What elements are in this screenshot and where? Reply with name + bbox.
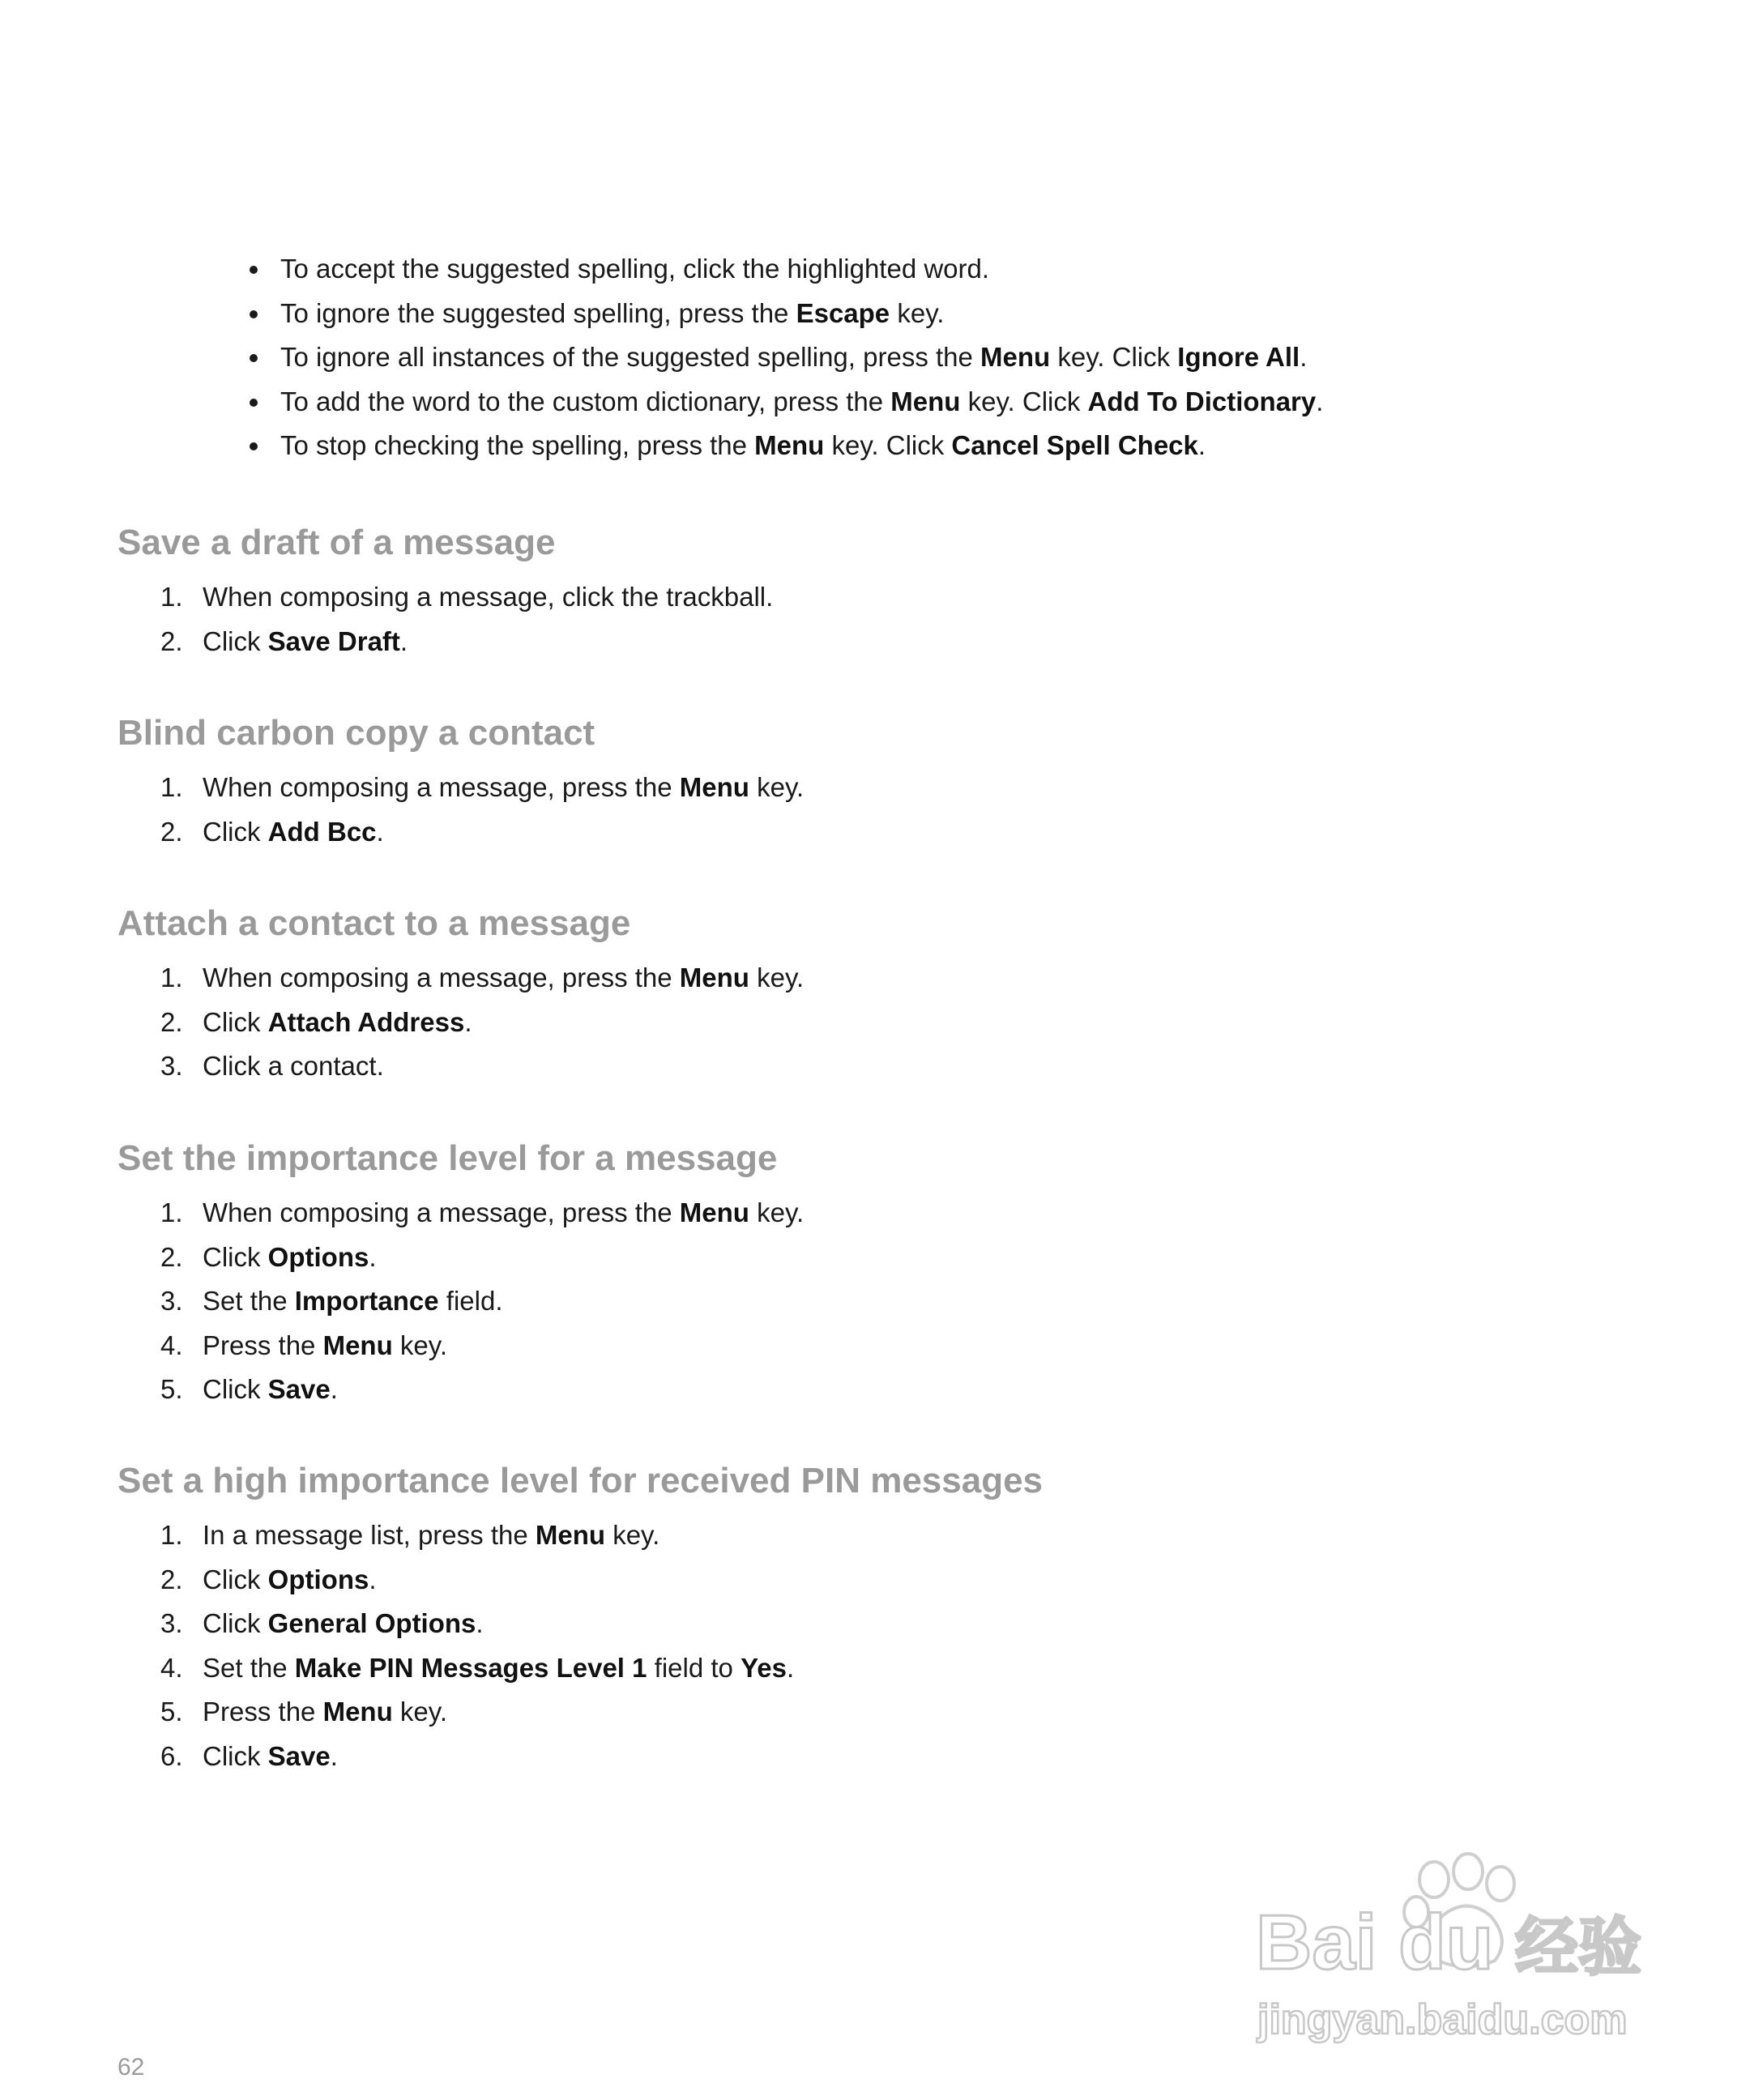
step-number: 4. [160,1330,183,1360]
text-run: When composing a message, press the [203,962,680,992]
section-heading: Set the importance level for a message [117,1138,778,1178]
bullet-dot [250,399,258,407]
section-heading: Blind carbon copy a contact [117,713,595,753]
text-run: key. Click [824,430,952,460]
text-run: key. [749,962,805,992]
watermark-brand-cn: 经验 [1515,1911,1642,1984]
ui-term: Menu [754,430,825,460]
ui-term: Options [267,1564,369,1594]
watermark-url: jingyan.baidu.com [1257,1996,1628,2043]
text-run: key. Click [960,386,1088,416]
section-heading: Attach a contact to a message [117,903,631,943]
step-item [117,1236,804,1280]
step-item [117,766,804,810]
text-run: Click [203,816,268,847]
text-run: key. [392,1330,447,1360]
section-heading: Save a draft of a message [117,523,556,562]
text-run: Click [203,1608,268,1638]
text-run: Click a contact. [203,1051,384,1081]
text-run: . [1316,386,1324,416]
page-number: 62 [117,2054,145,2081]
ui-term: Save [267,1374,331,1404]
text-run: Click [203,1740,268,1771]
steps-list [117,1191,804,1412]
ui-term: Importance [294,1286,439,1316]
step-number: 3. [160,1286,183,1316]
ui-term: Menu [322,1330,393,1360]
step-number: 2. [160,1006,183,1037]
step-item [117,1191,804,1236]
ui-term: Save [267,1740,331,1771]
text-run: Press the [203,1697,323,1727]
text-run: Click [203,625,268,656]
ui-term: Add Bcc [267,816,377,847]
step-number: 6. [160,1740,183,1771]
bullet-dot [250,354,258,362]
text-run: To ignore all instances of the suggested spelling, press the [280,342,981,372]
step-item [117,1044,804,1089]
text-run: Click [203,1374,268,1404]
step-item [117,956,804,1001]
step-item [117,620,773,664]
spell-check-options-list [243,247,1323,468]
text-run: . [476,1608,484,1638]
text-run: key. [605,1520,660,1550]
step-item [117,575,773,620]
text-run: key. [890,297,945,328]
bullet-dot [250,310,258,318]
text-run: . [330,1374,338,1404]
text-run: When composing a message, press the [203,772,680,802]
text-run: . [464,1006,472,1037]
step-number: 2. [160,816,183,847]
step-number: 1. [160,962,183,992]
step-number: 3. [160,1608,183,1638]
text-run: . [1197,430,1206,460]
ui-term: Menu [679,1197,749,1227]
text-run: To ignore the suggested spelling, press the [280,297,796,328]
step-number: 2. [160,1241,183,1272]
step-number: 1. [160,582,183,612]
ui-term: Yes [741,1652,787,1683]
step-item [117,1368,804,1412]
text-run: key. [749,772,805,802]
bullet-item [243,424,1323,468]
text-run: To accept the suggested spelling, click the highlighted word. [280,254,990,284]
section-save-draft [117,519,773,664]
steps-list [117,575,773,664]
section-high-importance-pin [117,1457,1043,1778]
text-run: To add the word to the custom dictionary, press the [280,386,891,416]
bullet-item [243,335,1323,380]
section-importance-level [117,1134,804,1412]
step-item [117,1646,1043,1691]
text-run: . [399,625,408,656]
step-item [117,1558,1043,1603]
ui-term: Menu [679,772,749,802]
watermark-brand: Bai du [1256,1899,1494,1986]
step-item [117,1513,1043,1558]
text-run: When composing a message, click the trackball. [203,582,774,612]
ui-term: Escape [796,297,890,328]
text-run: Click [203,1241,268,1272]
text-run: . [330,1740,338,1771]
step-item [117,1324,804,1368]
step-number: 5. [160,1374,183,1404]
step-number: 3. [160,1051,183,1081]
step-item [117,1690,1043,1735]
text-run: When composing a message, press the [203,1197,680,1227]
text-run: Press the [203,1330,323,1360]
text-run: key. [749,1197,805,1227]
step-item [117,1001,804,1045]
steps-list [117,956,804,1089]
ui-term: General Options [267,1608,476,1638]
ui-term: Menu [679,962,749,992]
text-run: field. [438,1286,503,1316]
step-number: 1. [160,1520,183,1550]
ui-term: Menu [535,1520,606,1550]
step-number: 4. [160,1652,183,1683]
text-run: field to [647,1652,741,1683]
step-item [117,810,804,855]
ui-term: Menu [980,342,1051,372]
ui-term: Add To Dictionary [1087,386,1317,416]
section-blind-carbon-copy [117,709,804,854]
text-run: key. Click [1050,342,1178,372]
bullet-item [243,380,1323,425]
text-run: Click [203,1006,268,1037]
text-run: . [369,1241,377,1272]
ui-term: Make PIN Messages Level 1 [294,1652,647,1683]
text-run: . [786,1652,795,1683]
bullet-item [243,247,1323,292]
text-run: key. [392,1697,447,1727]
step-number: 1. [160,772,183,802]
ui-term: Save Draft [267,625,400,656]
steps-list [117,766,804,854]
step-number: 2. [160,1564,183,1594]
bullet-dot [250,266,258,274]
step-number: 2. [160,625,183,656]
step-number: 5. [160,1697,183,1727]
step-item [117,1735,1043,1779]
text-run: . [376,816,384,847]
text-run: Set the [203,1286,295,1316]
text-run: . [369,1564,377,1594]
ui-term: Cancel Spell Check [951,430,1198,460]
text-run: Set the [203,1652,295,1683]
text-run: . [1300,342,1308,372]
section-attach-contact [117,899,804,1089]
step-number: 1. [160,1197,183,1227]
text-run: Click [203,1564,268,1594]
bullet-dot [250,442,258,450]
text-run: In a message list, press the [203,1520,536,1550]
ui-term: Menu [322,1697,393,1727]
bullet-item [243,292,1323,336]
steps-list [117,1513,1043,1778]
section-heading: Set a high importance level for received PIN messages [117,1461,1044,1500]
ui-term: Ignore All [1177,342,1300,372]
ui-term: Options [267,1241,369,1272]
step-item [117,1279,804,1324]
ui-term: Menu [890,386,961,416]
step-item [117,1602,1043,1646]
ui-term: Attach Address [267,1006,465,1037]
text-run: To stop checking the spelling, press the [280,430,755,460]
baidu-jingyan-watermark-logo [1248,1847,1669,2058]
